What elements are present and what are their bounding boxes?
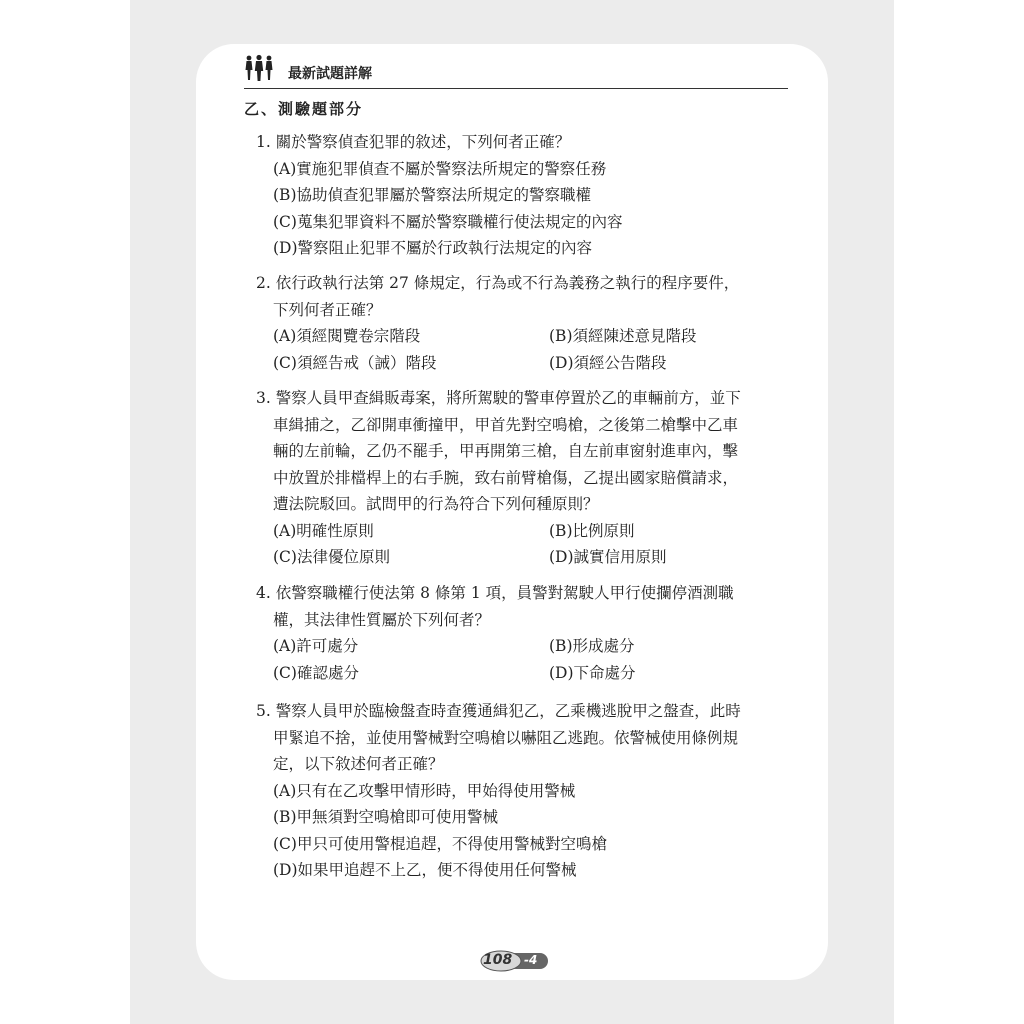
question-3 [256, 385, 788, 571]
page-number: 108 [483, 952, 513, 968]
option-list [256, 156, 788, 262]
option-c: (C)蒐集犯罪資料不屬於警察職權行使法規定的內容 [273, 212, 623, 231]
page-suffix: -4 [524, 953, 538, 967]
option-row [273, 633, 788, 660]
option-d: (D)須經公告階段 [549, 353, 667, 372]
option-d: (D)誠實信用原則 [549, 548, 667, 566]
question-1 [256, 129, 788, 262]
option-c: (C)須經告戒（誡）階段 [273, 353, 437, 372]
option-a: (A)須經閱覽卷宗階段 [273, 327, 421, 345]
page-footer [480, 950, 550, 972]
section-title: 乙、測驗題部分 [244, 100, 364, 118]
option-d: (D)如果甲追趕不上乙，便不得使用任何警械 [273, 861, 577, 879]
option-a: (A)實施犯罪偵查不屬於警察法所規定的警察任務 [273, 159, 607, 178]
option-list [256, 633, 788, 686]
option-row [273, 544, 788, 571]
option-b: (B)甲無須對空鳴槍即可使用警械 [273, 808, 498, 826]
option-row [273, 518, 788, 545]
option-d: (D)警察阻止犯罪不屬於行政執行法規定的內容 [273, 239, 593, 257]
option-b: (B)須經陳述意見階段 [549, 327, 697, 345]
header-title: 最新試題詳解 [288, 66, 372, 82]
option-list [256, 323, 788, 376]
option-a: (A)許可處分 [273, 637, 359, 655]
question-stem: 3. 警察人員甲查緝販毒案，將所駕駛的警車停置於乙的車輛前方，並下 車緝捕之，乙卻開車衝撞甲，甲首先對空鳴槍，之後第二槍擊中乙車 輛的左前輪，乙仍不罷手，甲再開第三槍，自左前車窗射進車內，擊 中放置於排檔桿上的右手腕，致右前臂槍傷，乙提出國家賠償請求， 遭法院駁回。試問甲的行為符合下列何種原則？ [256, 389, 741, 513]
question-stem: 1. 關於警察偵查犯罪的敘述，下列何者正確？ [256, 133, 571, 151]
option-b: (B)比例原則 [549, 521, 635, 540]
page-header [244, 50, 788, 89]
option-row [273, 350, 788, 377]
option-a: (A)只有在乙攻擊甲情形時，甲始得使用警械 [273, 781, 576, 800]
question-2 [256, 270, 788, 376]
option-list [256, 518, 788, 571]
question-5 [256, 698, 788, 884]
option-b: (B)形成處分 [549, 637, 635, 655]
question-stem: 5. 警察人員甲於臨檢盤查時查獲通緝犯乙，乙乘機逃脫甲之盤查，此時 甲緊追不捨，並使用警械對空鳴槍以嚇阻乙逃跑。依警械使用條例規 定，以下敘述何者正確？ [256, 702, 741, 773]
question-stem: 4. 依警察職權行使法第 8 條第 1 項，員警對駕駛人甲行使攔停酒測職 權，其法律性質屬於下列何者？ [256, 584, 734, 629]
option-b: (B)協助偵查犯罪屬於警察法所規定的警察職權 [273, 186, 591, 204]
option-list [256, 778, 788, 884]
option-row [273, 660, 788, 687]
option-row [273, 323, 788, 350]
option-a: (A)明確性原則 [273, 521, 374, 540]
question-stem: 2. 依行政執行法第 27 條規定，行為或不行為義務之執行的程序要件， 下列何者正確？ [256, 274, 740, 319]
question-4 [256, 580, 788, 686]
option-c: (C)法律優位原則 [273, 548, 390, 566]
silhouette-logo-icon [244, 54, 274, 82]
option-c: (C)確認處分 [273, 663, 359, 682]
option-c: (C)甲只可使用警棍追趕，不得使用警械對空鳴槍 [273, 834, 607, 853]
option-d: (D)下命處分 [549, 663, 636, 682]
